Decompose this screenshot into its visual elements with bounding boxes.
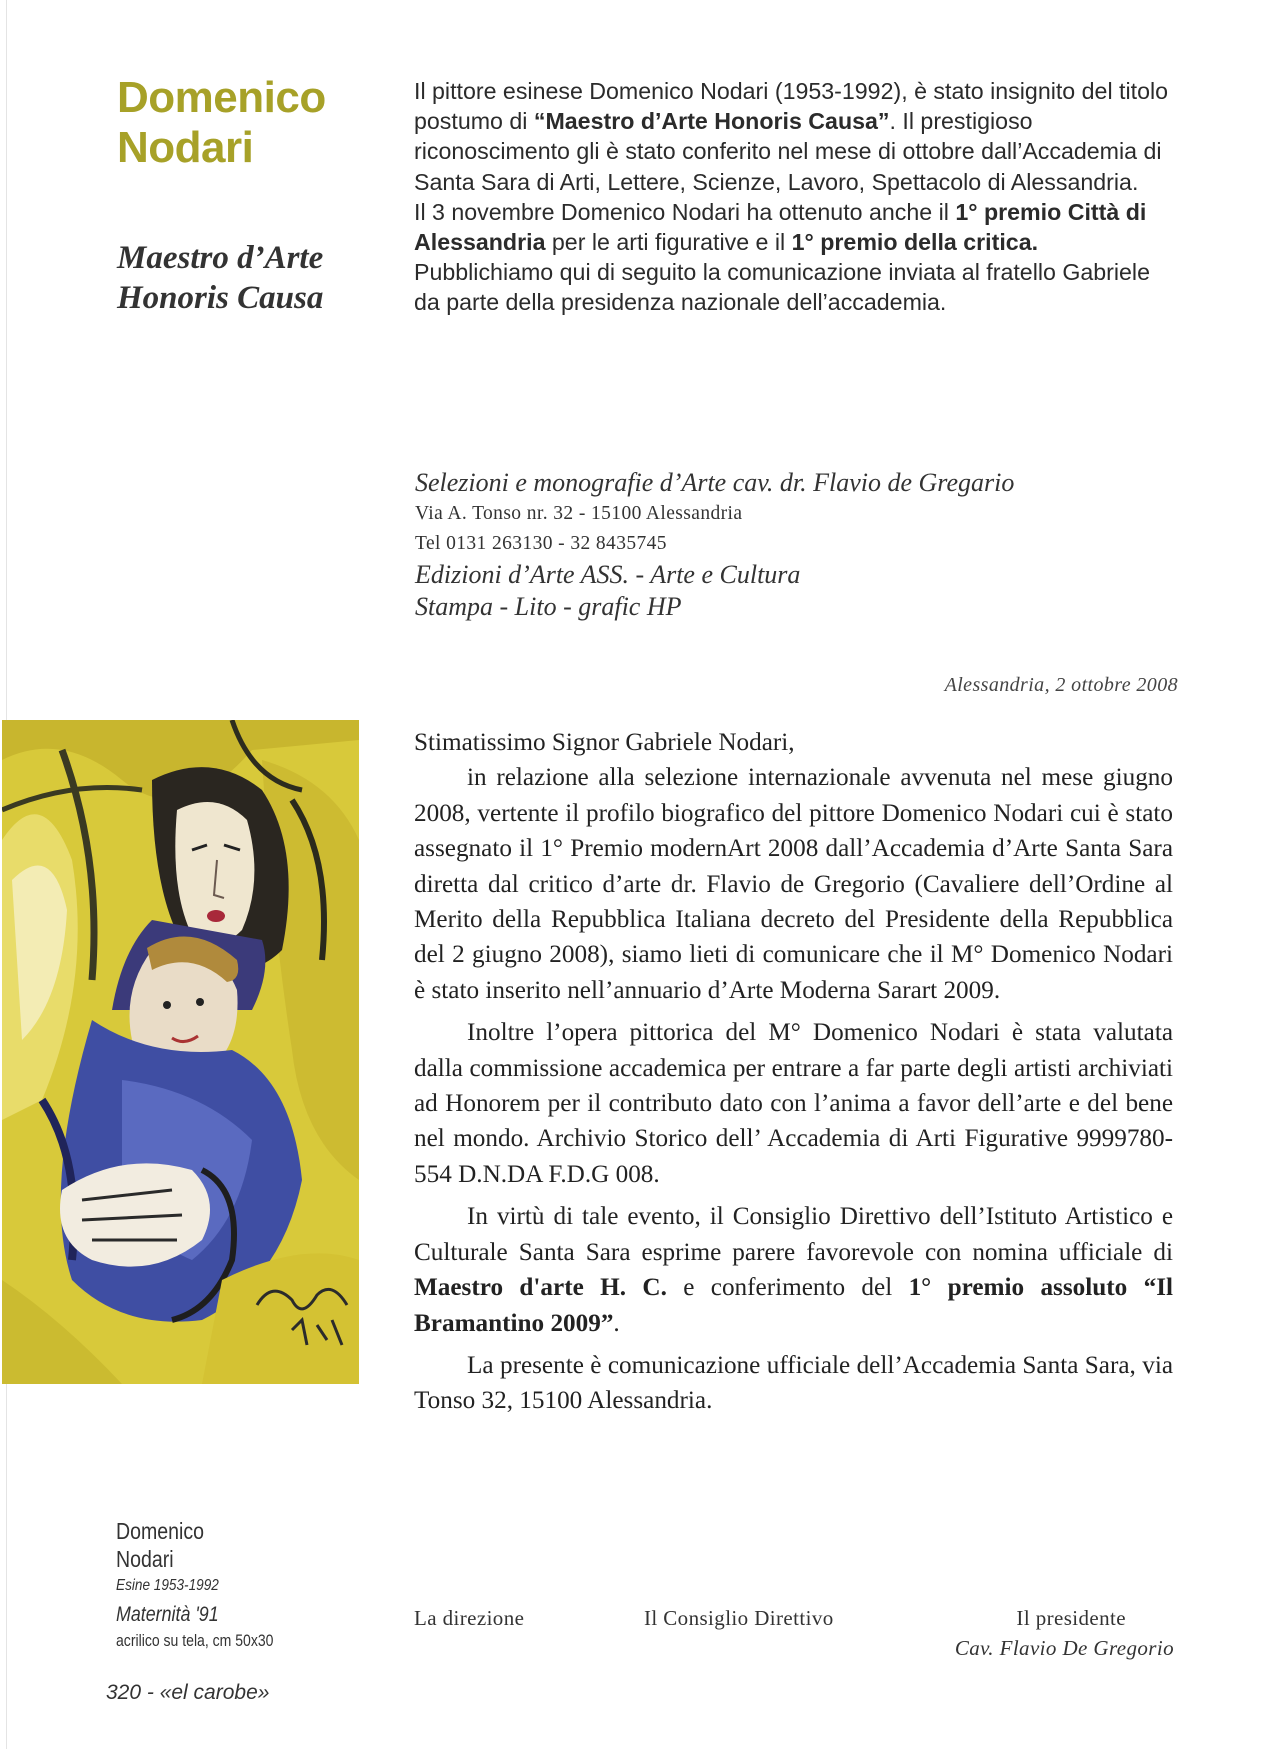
sender-print: Stampa - Lito - grafic HP (415, 592, 682, 621)
signature-direction: La direzione (414, 1606, 525, 1630)
letter-date: Alessandria, 2 ottobre 2008 (944, 674, 1178, 696)
caption-artist-first: Domenico (116, 1518, 205, 1544)
caption-technique: acrilico su tela, cm 50x30 (116, 1632, 274, 1650)
letter-signatures (414, 1606, 1174, 1666)
caption-work-title: Maternità '91 (116, 1603, 219, 1626)
title-line-2: Nodari (117, 123, 254, 172)
subtitle-line-2: Honoris Causa (117, 280, 324, 316)
letter-paragraph-2: Inoltre l’opera pittorica del M° Domenico Nodari è stata valutata dalla commissione accademica per entrare a far parte degli artisti archiviati ad Honorem per il contributo dato con l’anima a favor dell’arte e del bene nel mondo. Archivio Storico dell’ Accademia di Arti Figurative 9999780-554 D.N.DA F.D.G 008. (414, 1019, 1173, 1188)
letter-salutation: Stimatissimo Signor Gabriele Nodari, (414, 729, 795, 756)
title-line-1: Domenico (117, 73, 326, 122)
letter-body (414, 725, 1173, 1426)
intro-paragraph-1: Il pittore esinese Domenico Nodari (1953-1992), è stato insignito del titolo postumo di “Maestro d’Arte Honoris Causa”. Il prestigioso riconoscimento gli è stato conferito nel mese di ottobre dall’Accademia di Santa Sara di Arti, Lettere, Scienze, Lavoro, Spettacolo di Alessandria. (414, 78, 1169, 195)
caption-artist-last: Nodari (116, 1546, 174, 1572)
letter-paragraph-4: La presente è comunicazione ufficiale dell’Accademia Santa Sara, via Tonso 32, 15100 Alessandria. (414, 1351, 1173, 1415)
signature-council: Il Consiglio Direttivo (644, 1606, 834, 1630)
subtitle-line-1: Maestro d’Arte (117, 240, 324, 276)
letter-paragraph-1: in relazione alla selezione internazionale avvenuta nel mese giugno 2008, vertente il profilo biografico del pittore Domenico Nodari cui è stato assegnato il 1° Premio modernArt 2008 dall’Accademia d’Arte Santa Sara diretta dal critico d’arte dr. Flavio de Gregorio (Cavaliere dell’Ordine al Merito della Repubblica Italiana decreto del Presidente della Repubblica del 2 giugno 2008), siamo lieti di comunicare che il M° Domenico Nodari è stato inserito nell’annuario d’Arte Moderna Sarart 2009. (414, 764, 1173, 1004)
sender-phone: Tel 0131 263130 - 32 8435745 (415, 533, 667, 554)
sender-block (415, 467, 1155, 623)
caption-dates: Esine 1953-1992 (116, 1577, 219, 1594)
letter-paragraph-3: In virtù di tale evento, il Consiglio Direttivo dell’Istituto Artistico e Culturale Santa Sara esprime parere favorevole con nomina ufficiale di Maestro d'arte H. C. e conferimento del 1° premio assoluto “Il Bramantino 2009”. (414, 1203, 1173, 1337)
article-title (117, 73, 407, 173)
painting-maternita (2, 720, 359, 1384)
sender-name: Selezioni e monografie d’Arte cav. dr. Flavio de Gregario (415, 468, 1015, 497)
intro-paragraph-2: Il 3 novembre Domenico Nodari ha ottenuto anche il 1° premio Città di Alessandria per le arti figurative e il 1° premio della critica. (414, 198, 1147, 256)
page-number-footer: 320 - «el carobe» (106, 1681, 270, 1704)
intro-paragraph-3: Pubblichiamo qui di seguito la comunicazione inviata al fratello Gabriele da parte della presidenza nazionale dell’accademia. (414, 259, 1150, 316)
signature-president-title: Il presidente (1016, 1606, 1126, 1630)
painting-caption (116, 1517, 376, 1653)
signature-president-name: Cav. Flavio De Gregorio (954, 1636, 1174, 1660)
sender-address: Via A. Tonso nr. 32 - 15100 Alessandria (415, 503, 743, 524)
intro-text (414, 76, 1170, 318)
sender-editions: Edizioni d’Arte ASS. - Arte e Cultura (415, 560, 801, 589)
article-subtitle (117, 238, 407, 318)
painting-illustration (2, 720, 359, 1384)
